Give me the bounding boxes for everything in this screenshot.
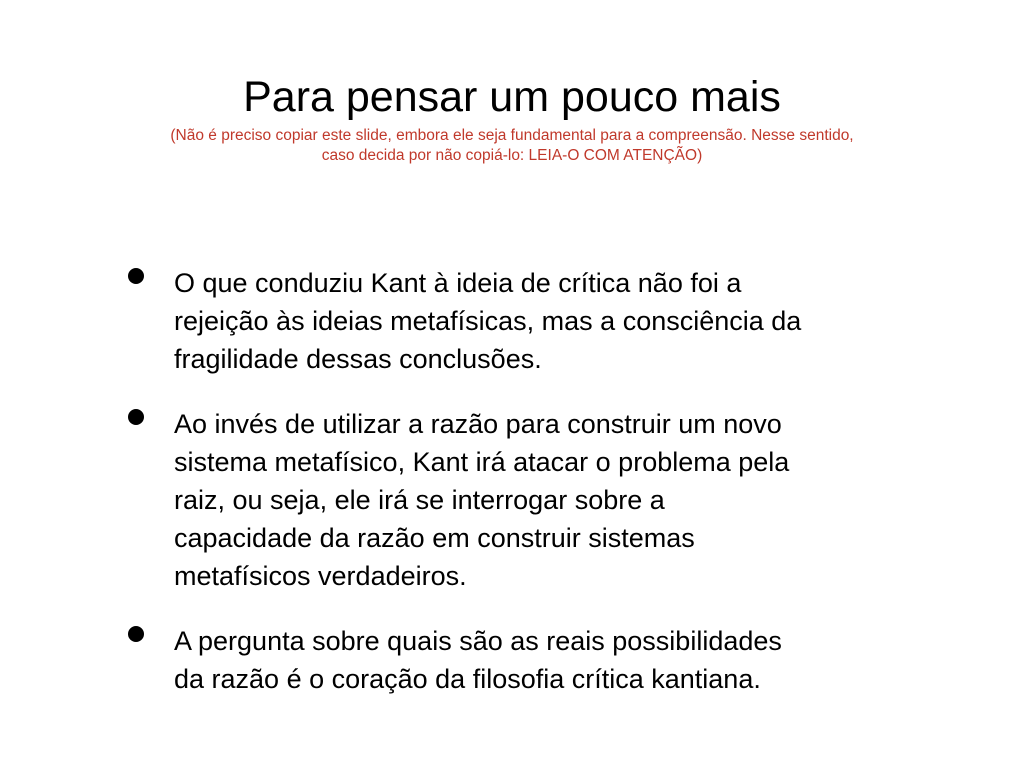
subtitle-line-1: (Não é preciso copiar este slide, embora ele seja fundamental para a compreensão. Nesse sentido, xyxy=(170,127,854,144)
slide-title: Para pensar um pouco mais xyxy=(243,73,781,121)
bullet-2-line-1: Ao invés de utilizar a razão para construir um novo xyxy=(174,409,782,439)
bullet-list xyxy=(0,264,1024,725)
bullet-2-line-4: capacidade da razão em construir sistemas xyxy=(174,523,695,553)
bullet-2-line-3: raiz, ou seja, ele irá se interrogar sobre a xyxy=(174,485,665,515)
bullet-dot-icon xyxy=(128,409,144,425)
bullet-item-1 xyxy=(0,264,934,378)
bullet-1-line-1: O que conduziu Kant à ideia de crítica não foi a xyxy=(174,268,742,298)
subtitle-line-2: caso decida por não copiá-lo: LEIA-O COM ATENÇÃO) xyxy=(321,147,703,164)
bullet-1-line-2: rejeição às ideias metafísicas, mas a consciência da xyxy=(174,306,802,336)
bullet-2-line-5: metafísicos verdadeiros. xyxy=(174,561,467,591)
bullet-2-line-2: sistema metafísico, Kant irá atacar o problema pela xyxy=(174,447,790,477)
bullet-3-line-1: A pergunta sobre quais são as reais possibilidades xyxy=(174,626,782,656)
bullet-item-3 xyxy=(0,622,934,698)
bullet-dot-icon xyxy=(128,268,144,284)
bullet-1-line-3: fragilidade dessas conclusões. xyxy=(174,344,542,374)
bullet-3-line-2: da razão é o coração da filosofia crítica kantiana. xyxy=(174,664,761,694)
slide-subtitle xyxy=(100,126,924,166)
bullet-item-2 xyxy=(0,405,934,595)
bullet-dot-icon xyxy=(128,626,144,642)
